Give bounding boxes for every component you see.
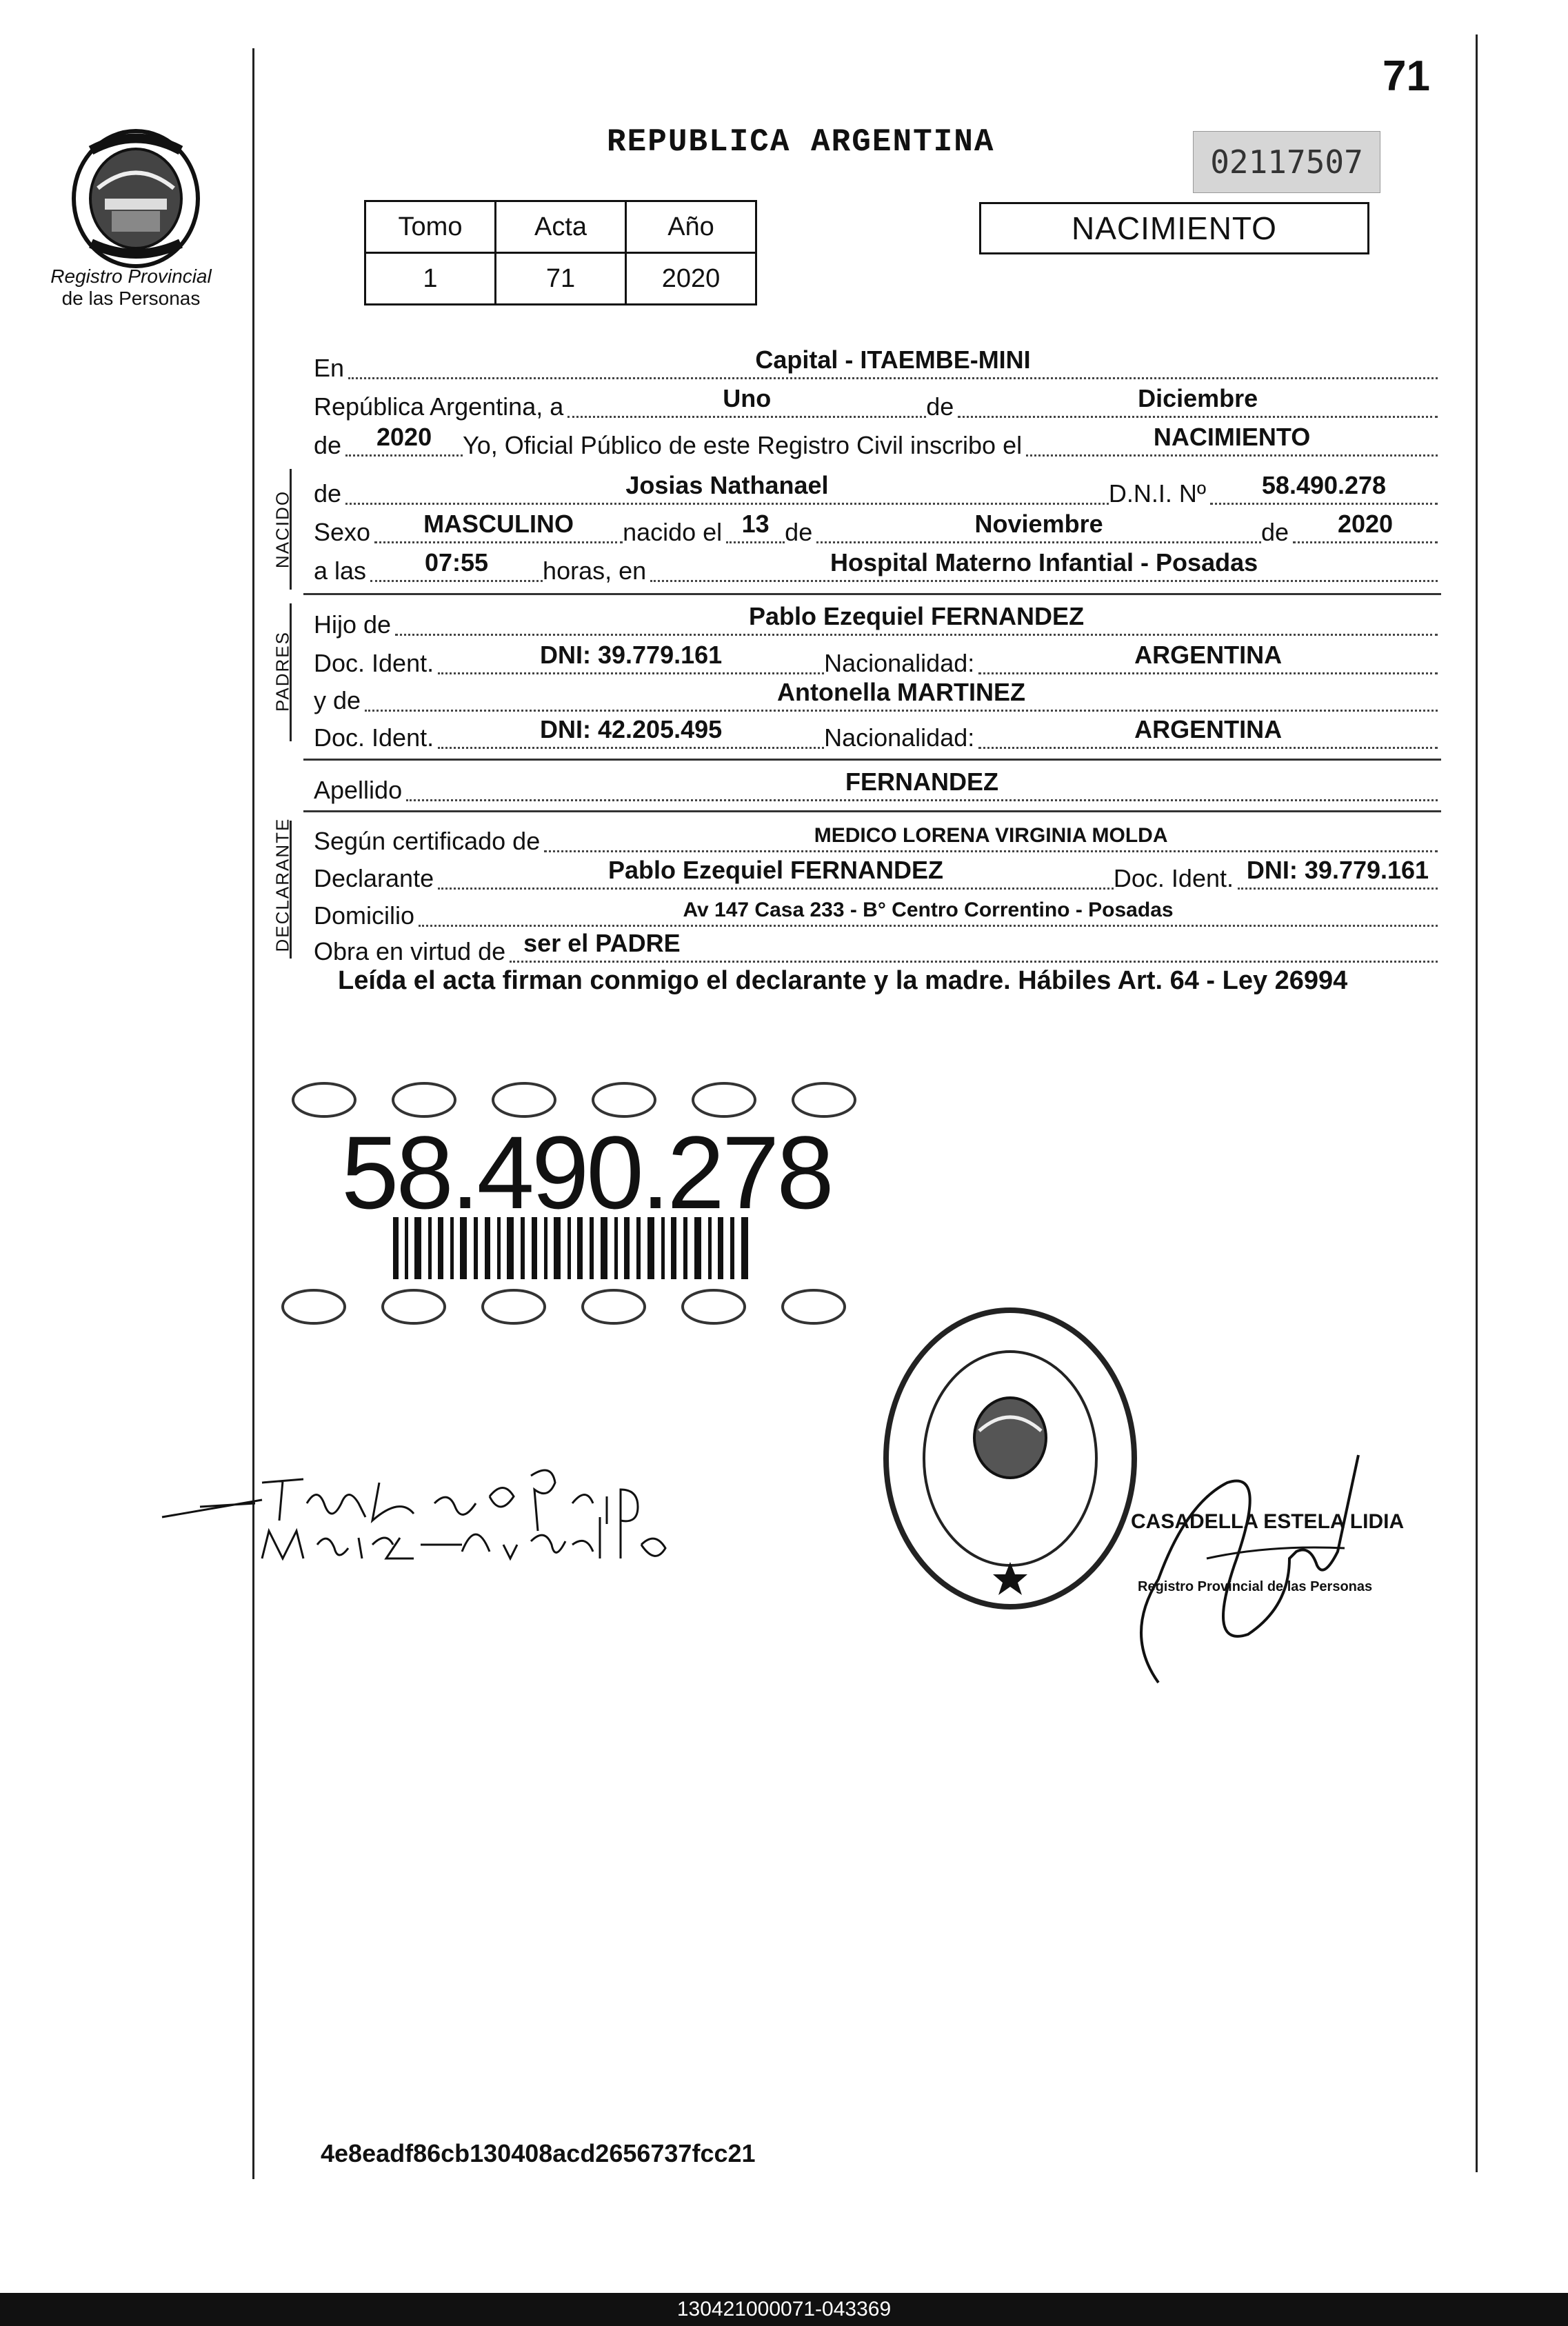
closing-note: Leída el acta firman conmigo el declarante y la madre. Hábiles Art. 64 - Ley 26994 xyxy=(338,966,1348,995)
month-value: Diciembre xyxy=(1138,384,1258,412)
father-nationality: ARGENTINA xyxy=(1134,641,1283,669)
declarant-doc: DNI: 39.779.161 xyxy=(1246,856,1429,884)
registry-line1: Registro Provincial xyxy=(50,265,212,287)
label-en: En xyxy=(314,354,345,382)
header-ano: Año xyxy=(626,201,756,253)
birth-day: 13 xyxy=(741,510,770,538)
barcode-number: 58.490.278 xyxy=(341,1114,832,1230)
mother-doc-row xyxy=(314,714,1438,753)
father-name: Pablo Ezequiel FERNANDEZ xyxy=(749,602,1085,630)
serial-number: 02117507 xyxy=(1193,131,1380,193)
newborn-name: Josias Nathanael xyxy=(625,471,829,499)
day-value: Uno xyxy=(723,384,772,412)
label-nacido: nacido el xyxy=(623,518,723,546)
certificate-row xyxy=(314,818,1438,856)
label-doc: Doc. Ident. xyxy=(1113,864,1234,892)
address-value: Av 147 Casa 233 - B° Centro Correntino - Posadas xyxy=(683,899,1174,921)
reason-value: ser el PADRE xyxy=(523,929,681,957)
father-doc: DNI: 39.779.161 xyxy=(540,641,723,669)
page-number: 71 xyxy=(1383,52,1430,100)
footer-code-bar xyxy=(0,2293,1568,2326)
surname-row xyxy=(314,767,1438,805)
name-row xyxy=(314,470,1438,509)
official-name: CASADELLA ESTELA LIDIA xyxy=(1131,1510,1405,1533)
section-label-declarante: DECLARANTE xyxy=(272,817,293,952)
dni-barcode-block xyxy=(259,1072,865,1327)
value-ano: 2020 xyxy=(626,253,756,305)
act-type-box: NACIMIENTO xyxy=(979,202,1369,254)
label-horas: horas, en xyxy=(543,557,647,585)
place-row xyxy=(314,345,1438,383)
declarant-row xyxy=(314,855,1438,894)
declarant-name: Pablo Ezequiel FERNANDEZ xyxy=(607,856,944,884)
label-certificado: Según certificado de xyxy=(314,827,541,855)
label-de: de xyxy=(314,479,342,508)
label-doc: Doc. Ident. xyxy=(314,723,434,752)
certificate-value: MEDICO LORENA VIRGINIA MOLDA xyxy=(814,824,1168,847)
left-margin-line xyxy=(252,48,254,2179)
label-de: de xyxy=(1260,518,1289,546)
header-acta: Acta xyxy=(496,201,626,253)
right-margin-line xyxy=(1476,34,1478,2172)
year-value: 2020 xyxy=(376,423,432,451)
time-row xyxy=(314,548,1438,586)
address-row xyxy=(314,892,1438,931)
act-value: NACIMIENTO xyxy=(1153,423,1311,451)
record-table xyxy=(364,200,757,305)
label-declarante: Declarante xyxy=(314,864,434,892)
place-value: Capital - ITAEMBE-MINI xyxy=(755,345,1031,374)
birth-time: 07:55 xyxy=(425,548,489,577)
newborn-dni: 58.490.278 xyxy=(1261,471,1387,499)
section-label-padres: PADRES xyxy=(272,631,293,712)
date-row xyxy=(314,383,1438,422)
country-heading: REPUBLICA ARGENTINA xyxy=(607,124,995,160)
label-de: de xyxy=(785,518,813,546)
label-yde: y de xyxy=(314,686,361,714)
label-doc: Doc. Ident. xyxy=(314,649,434,677)
mother-nationality: ARGENTINA xyxy=(1134,715,1283,743)
document-hash: 4e8eadf86cb130408acd2656737fcc21 xyxy=(321,2139,756,2167)
section-divider xyxy=(303,810,1441,812)
section-divider xyxy=(303,759,1441,761)
official-title: Registro Provincial de las Personas xyxy=(1138,1579,1373,1594)
mother-name: Antonella MARTINEZ xyxy=(777,678,1026,706)
label-de: de xyxy=(926,392,954,421)
father-doc-row xyxy=(314,640,1438,679)
label-apellido: Apellido xyxy=(314,776,403,804)
official-signature-block xyxy=(1131,1427,1476,1717)
label-hijo: Hijo de xyxy=(314,610,392,639)
label-obra: Obra en virtud de xyxy=(314,937,506,965)
sex-row xyxy=(314,509,1438,548)
birth-place: Hospital Materno Infantial - Posadas xyxy=(830,548,1258,577)
registry-seal-icon xyxy=(876,1300,1145,1624)
value-acta: 71 xyxy=(496,253,626,305)
surname-value: FERNANDEZ xyxy=(845,768,999,796)
label-de: de xyxy=(314,431,342,459)
section-label-nacido: NACIDO xyxy=(272,490,293,569)
registry-line2: de las Personas xyxy=(61,288,201,309)
sex-value: MASCULINO xyxy=(423,510,574,538)
official-signature-icon xyxy=(1131,1427,1476,1717)
header-tomo: Tomo xyxy=(365,201,496,253)
label-nacionalidad: Nacionalidad: xyxy=(824,649,975,677)
birth-year: 2020 xyxy=(1337,510,1394,538)
label-dni: D.N.I. Nº xyxy=(1108,479,1206,508)
handwritten-signatures xyxy=(159,1441,710,1600)
label-alas: a las xyxy=(314,557,367,585)
value-tomo: 1 xyxy=(365,253,496,305)
label-republica: República Argentina, a xyxy=(314,392,564,421)
official-seal xyxy=(876,1300,1145,1624)
mother-row xyxy=(314,677,1438,716)
mother-doc: DNI: 42.205.495 xyxy=(540,715,723,743)
handwriting-signature-icon xyxy=(159,1441,710,1600)
misiones-coat-of-arms-icon xyxy=(63,123,208,269)
label-nacionalidad: Nacionalidad: xyxy=(824,723,975,752)
registry-name xyxy=(28,265,234,310)
father-row xyxy=(314,601,1438,640)
label-inscribo: Yo, Oficial Público de este Registro Civil inscribo el xyxy=(463,431,1023,459)
label-domicilio: Domicilio xyxy=(314,901,415,930)
section-divider xyxy=(303,593,1441,595)
footer-code: 130421000071-043369 xyxy=(676,2298,892,2320)
label-sexo: Sexo xyxy=(314,518,371,546)
reason-row xyxy=(314,928,1438,967)
birth-month: Noviembre xyxy=(974,510,1103,538)
year-row xyxy=(314,422,1438,461)
